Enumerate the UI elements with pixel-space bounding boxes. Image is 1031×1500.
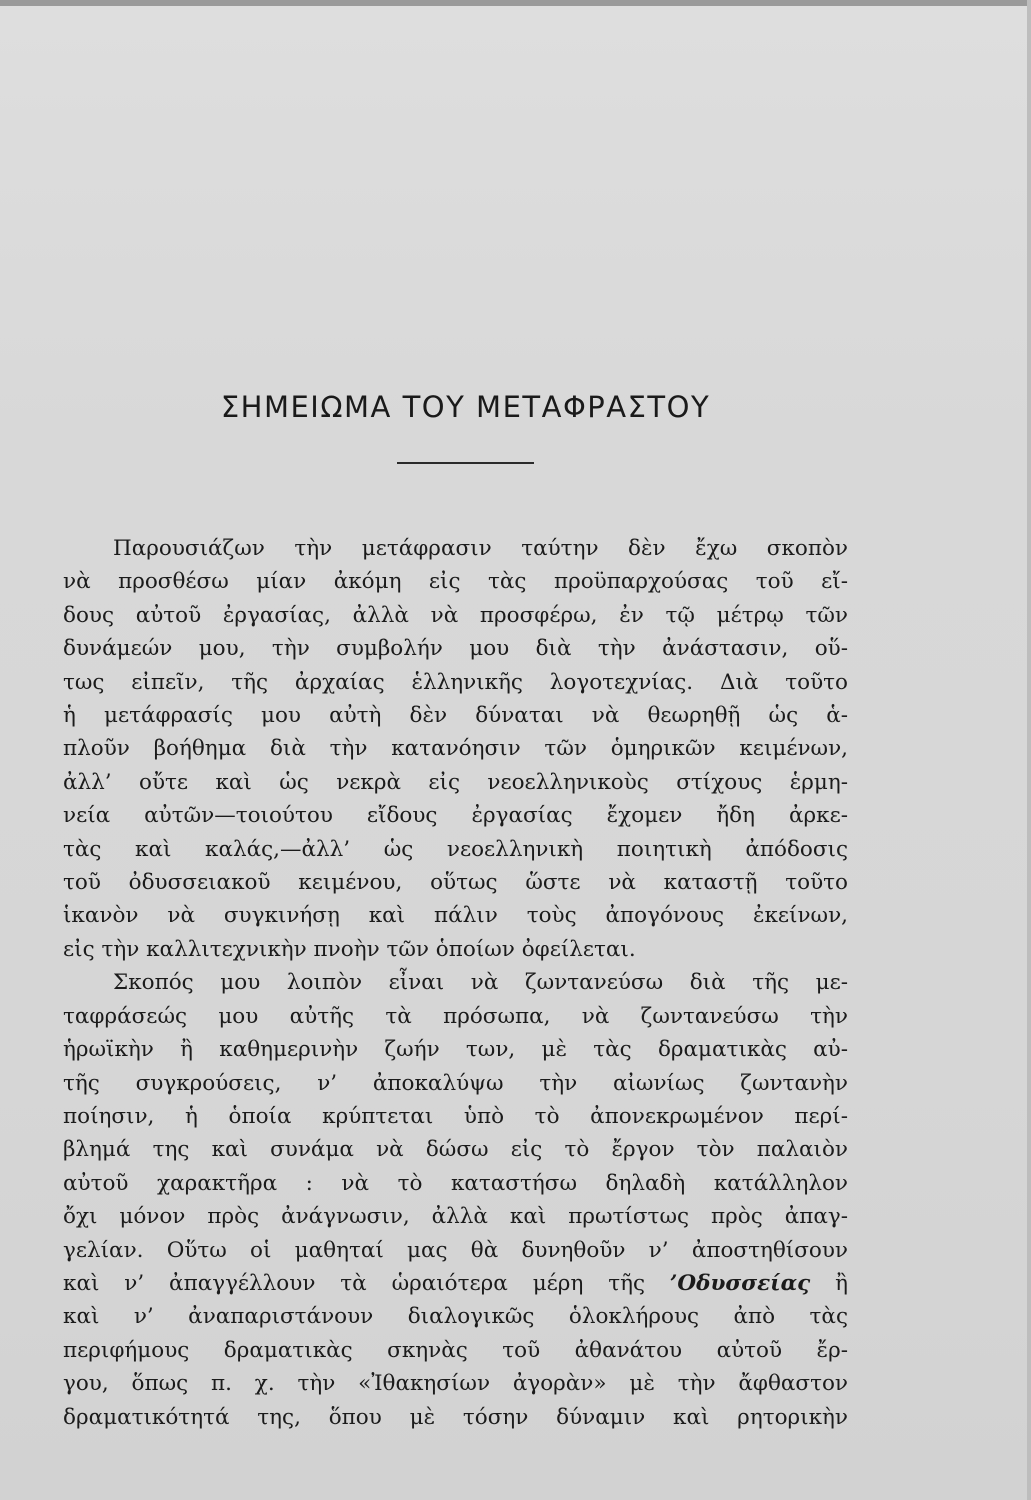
text-line: Παρουσιάζων τὴν μετάφρασιν ταύτην δὲν ἔχω σκοπὸν bbox=[113, 536, 848, 561]
text-line: ἱκανὸν νὰ συγκινήσῃ καὶ πάλιν τοὺς ἀπογόνους ἐκείνων, bbox=[63, 903, 848, 929]
text-line: αὐτοῦ χαρακτῆρα : νὰ τὸ καταστήσω δηλαδὴ κατάλληλον bbox=[63, 1170, 848, 1196]
text-line: περιφήμους δραματικὰς σκηνὰς τοῦ ἀθανάτου αὐτοῦ ἔρ- bbox=[63, 1337, 848, 1363]
page-right-edge bbox=[1027, 0, 1031, 1500]
text-line: γου, ὅπως π. χ. τὴν «Ἰθακησίων ἀγορὰν» μὲ τὴν ἄφθαστον bbox=[63, 1371, 848, 1397]
text-line: ἡ μετάφρασίς μου αὐτὴ δὲν δύναται νὰ θεωρηθῇ ὡς ἁ- bbox=[63, 703, 848, 729]
text-line: γελίαν. Οὕτω οἱ μαθηταί μας θὰ δυνηθοῦν ν’ ἀποστηθίσουν bbox=[63, 1237, 848, 1263]
text-line: Σκοπός μου λοιπὸν εἶναι νὰ ζωντανεύσω διὰ τῆς με- bbox=[113, 970, 848, 996]
page-top-edge bbox=[0, 0, 1031, 6]
text-line: βλημά της καὶ συνάμα νὰ δώσω εἰς τὸ ἔργον τὸν παλαιὸν bbox=[63, 1137, 848, 1163]
text-line: τῆς συγκρούσεις, ν’ ἀποκαλύψω τὴν αἰωνίως ζωντανὴν bbox=[63, 1070, 848, 1096]
text-line: δους αὐτοῦ ἐργασίας, ἀλλὰ νὰ προσφέρω, ἐν τῷ μέτρῳ τῶν bbox=[63, 602, 848, 628]
text-segment: καὶ ν’ ἀπαγγέλλουν τὰ ὡραιότερα μέρη τῆς bbox=[63, 1270, 646, 1296]
work-title-emphasis: ’Οδυσσείας bbox=[669, 1270, 811, 1296]
text-line: τοῦ ὀδυσσειακοῦ κειμένου, οὕτως ὥστε νὰ καταστῇ τοῦτο bbox=[63, 870, 848, 896]
text-line: καὶ ν’ ἀναπαριστάνουν διαλογικῶς ὁλοκλήρους ἀπὸ τὰς bbox=[63, 1304, 848, 1330]
text-line: ὄχι μόνον πρὸς ἀνάγνωσιν, ἀλλὰ καὶ πρωτίστως πρὸς ἀπαγ- bbox=[63, 1204, 848, 1230]
text-line: τὰς καὶ καλάς,—ἀλλ’ ὡς νεοελληνικὴ ποιητικὴ ἀπόδοσις bbox=[63, 836, 848, 862]
text-line: τως εἰπεῖν, τῆς ἀρχαίας ἑλληνικῆς λογοτεχνίας. Διὰ τοῦτο bbox=[63, 669, 848, 695]
text-line: δυνάμεών μου, τὴν συμβολήν μου διὰ τὴν ἀνάστασιν, οὕ- bbox=[63, 636, 848, 662]
heading-divider bbox=[397, 462, 534, 464]
body-text bbox=[63, 532, 848, 1434]
text-line: πλοῦν βοήθημα διὰ τὴν κατανόησιν τῶν ὁμηρικῶν κειμένων, bbox=[63, 736, 848, 762]
text-line: δραματικότητά της, ὅπου μὲ τόσην δύναμιν καὶ ρητορικὴν bbox=[63, 1404, 848, 1430]
text-segment: ἢ bbox=[835, 1270, 848, 1296]
text-line: ταφράσεώς μου αὐτῆς τὰ πρόσωπα, νὰ ζωντανεύσω τὴν bbox=[63, 1003, 848, 1029]
text-line: νὰ προσθέσω μίαν ἀκόμη εἰς τὰς προϋπαρχούσας τοῦ εἴ- bbox=[63, 569, 848, 595]
text-line: ἀλλ’ οὔτε καὶ ὡς νεκρὰ εἰς νεοελληνικοὺς στίχους ἑρμη- bbox=[63, 769, 848, 795]
text-line: ποίησιν, ἡ ὁποία κρύπτεται ὑπὸ τὸ ἀπονεκρωμένον περί- bbox=[63, 1103, 848, 1129]
page-heading: ΣΗΜΕΙΩΜΑ ΤΟΥ ΜΕΤΑΦΡΑΣΤΟΥ bbox=[220, 390, 711, 424]
text-line: εἰς τὴν καλλιτεχνικὴν πνοὴν τῶν ὁποίων ὀφείλεται. bbox=[63, 936, 636, 962]
text-line-with-emphasis bbox=[63, 1267, 848, 1300]
text-line: νεία αὐτῶν—τοιούτου εἴδους ἐργασίας ἔχομεν ἤδη ἀρκε- bbox=[63, 803, 848, 829]
text-line: ἡρωϊκὴν ἢ καθημερινὴν ζωήν των, μὲ τὰς δραματικὰς αὐ- bbox=[63, 1037, 848, 1063]
